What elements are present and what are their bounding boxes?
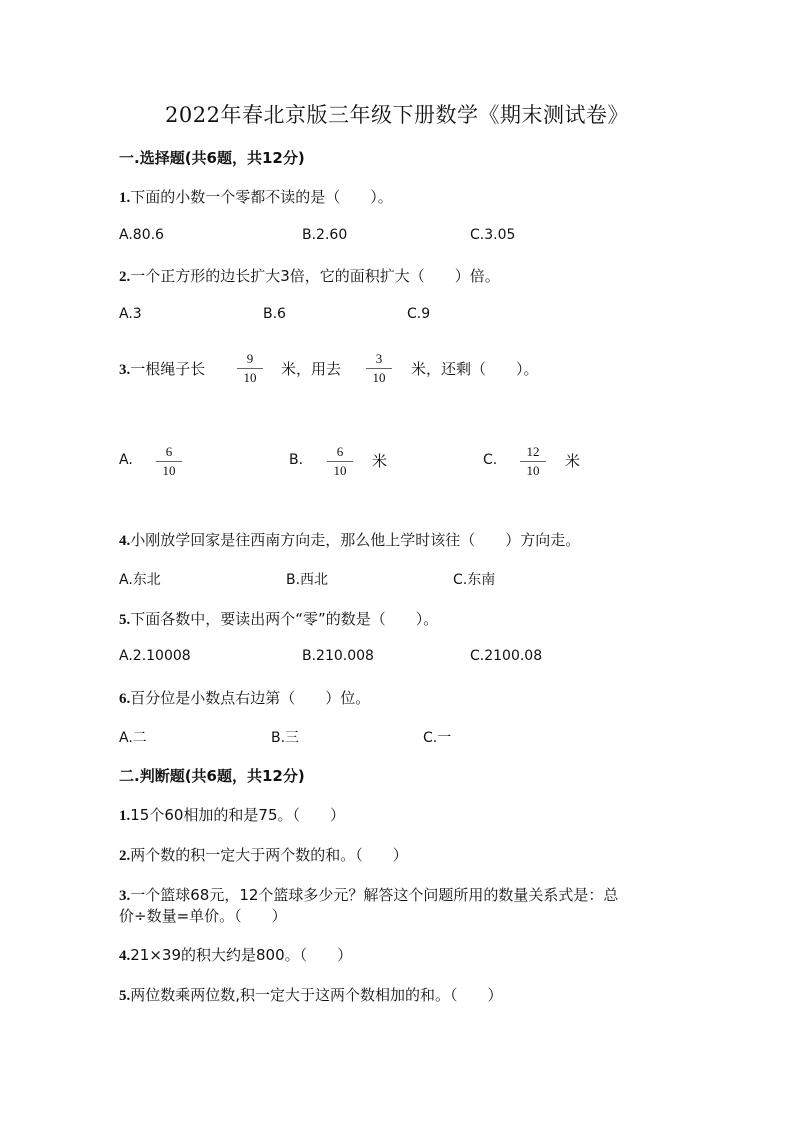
question-number: 4. [119, 533, 131, 549]
q5-option-a: A.2.10008 [119, 648, 191, 664]
q3-option-b-unit: 米 [372, 452, 388, 470]
question-text-part: 米，用去 [281, 360, 342, 378]
question-6 [119, 687, 370, 708]
q6-option-c: C.一 [423, 730, 452, 746]
question-text: 下面各数中，要读出两个“零”的数是（ ）。 [130, 610, 439, 628]
section-heading-choice: 一.选择题(共6题，共12分) [119, 149, 305, 167]
judge-item-4 [119, 944, 352, 965]
q3-option-b-fraction: 6 10 [325, 445, 355, 478]
q2-option-c: C.9 [407, 306, 431, 322]
page-title: 2022年春北京版三年级下册数学《期末测试卷》 [165, 103, 629, 127]
question-number: 2. [119, 269, 131, 285]
question-text: 21×39的积大约是800。（ ） [130, 946, 353, 964]
question-text: 一个正方形的边长扩大3倍，它的面积扩大（ ）倍。 [130, 267, 500, 285]
question-2 [119, 265, 500, 286]
judge-item-1 [119, 804, 345, 825]
fraction-three-tenths: 3 10 [364, 352, 394, 385]
question-text: 两个数的积一定大于两个数的和。（ ） [130, 846, 408, 864]
judge-item-3 [119, 884, 618, 905]
question-text-part: 米，还剩（ ）。 [411, 360, 539, 378]
section-heading-judge: 二.判断题(共6题，共12分) [119, 767, 305, 785]
question-text-part: 一根绳子长 [130, 360, 206, 378]
question-number: 3. [119, 888, 131, 904]
fraction-nine-tenths: 9 10 [235, 352, 265, 385]
question-text: 15个60相加的和是75。（ ） [130, 806, 346, 824]
q5-option-b: B.210.008 [302, 648, 374, 664]
q3-option-c-unit: 米 [565, 452, 581, 470]
q3-option-a-fraction: 6 10 [154, 445, 184, 478]
question-text: 小刚放学回家是往西南方向走，那么他上学时该往（ ）方向走。 [130, 531, 581, 549]
question-5 [119, 608, 438, 629]
q1-option-b: B.2.60 [302, 227, 348, 243]
q6-option-b: B.三 [271, 730, 300, 746]
question-text: 百分位是小数点右边第（ ）位。 [130, 689, 371, 707]
question-number: 3. [119, 362, 131, 378]
q5-option-c: C.2100.08 [470, 648, 543, 664]
question-number: 1. [119, 808, 131, 824]
question-number: 2. [119, 848, 131, 864]
question-text: 下面的小数一个零都不读的是（ ）。 [130, 188, 393, 206]
question-number: 1. [119, 190, 131, 206]
q4-option-a: A.东北 [119, 572, 161, 588]
q2-option-b: B.6 [263, 306, 286, 322]
question-number: 4. [119, 948, 131, 964]
judge-item-5 [119, 984, 503, 1005]
q3-option-c-fraction: 12 10 [518, 445, 548, 478]
q3-option-c-label: C. [483, 452, 498, 468]
question-number: 6. [119, 691, 131, 707]
judge-item-3-continued: 价÷数量=单价。（ ） [119, 907, 287, 925]
q4-option-c: C.东南 [453, 572, 496, 588]
q1-option-a: A.80.6 [119, 227, 164, 243]
question-number: 5. [119, 988, 131, 1004]
question-3 [119, 358, 205, 379]
question-text: 两位数乘两位数,积一定大于这两个数相加的和。（ ） [130, 986, 503, 1004]
q3-option-a-label: A. [119, 452, 133, 468]
q1-option-c: C.3.05 [470, 227, 516, 243]
question-text: 一个篮球68元，12个篮球多少元？解答这个问题所用的数量关系式是：总 [130, 886, 619, 904]
judge-item-2 [119, 844, 408, 865]
question-1 [119, 186, 393, 207]
question-4 [119, 529, 580, 550]
q6-option-a: A.二 [119, 730, 147, 746]
question-number: 5. [119, 612, 131, 628]
q2-option-a: A.3 [119, 306, 142, 322]
q3-option-b-label: B. [289, 452, 304, 468]
q4-option-b: B.西北 [286, 572, 329, 588]
